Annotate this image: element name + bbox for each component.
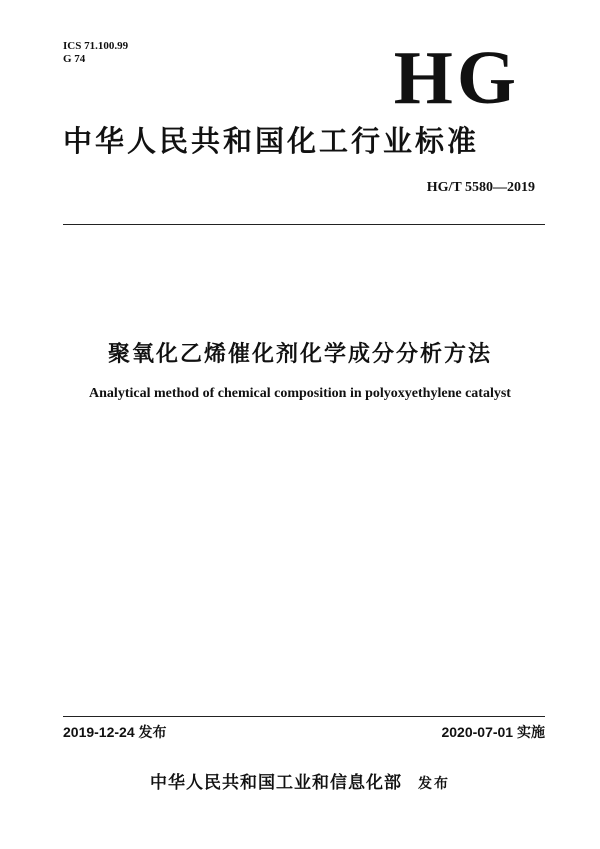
top-divider	[63, 224, 545, 225]
issue-date: 2019-12-24 发布	[63, 724, 167, 740]
ics-code: ICS 71.100.99	[63, 40, 129, 52]
ccs-code: G 74	[63, 53, 86, 65]
implementation-date: 2020-07-01 实施	[441, 724, 545, 740]
issuer-line	[0, 768, 600, 793]
classification-codes	[63, 40, 128, 66]
standard-title: 中华人民共和国化工行业标准	[63, 124, 480, 158]
issuer-name: 中华人民共和国工业和信息化部	[150, 773, 402, 793]
hg-logo: HG	[393, 36, 520, 120]
document-title-chinese: 聚氧化乙烯催化剂化学成分分析方法	[107, 342, 492, 367]
bottom-divider	[63, 716, 545, 717]
document-title-english: Analytical method of chemical composition in polyoxyethylene catalyst	[89, 386, 511, 401]
standard-number: HG/T 5580—2019	[426, 180, 535, 195]
issuer-suffix: 发布	[418, 776, 450, 792]
